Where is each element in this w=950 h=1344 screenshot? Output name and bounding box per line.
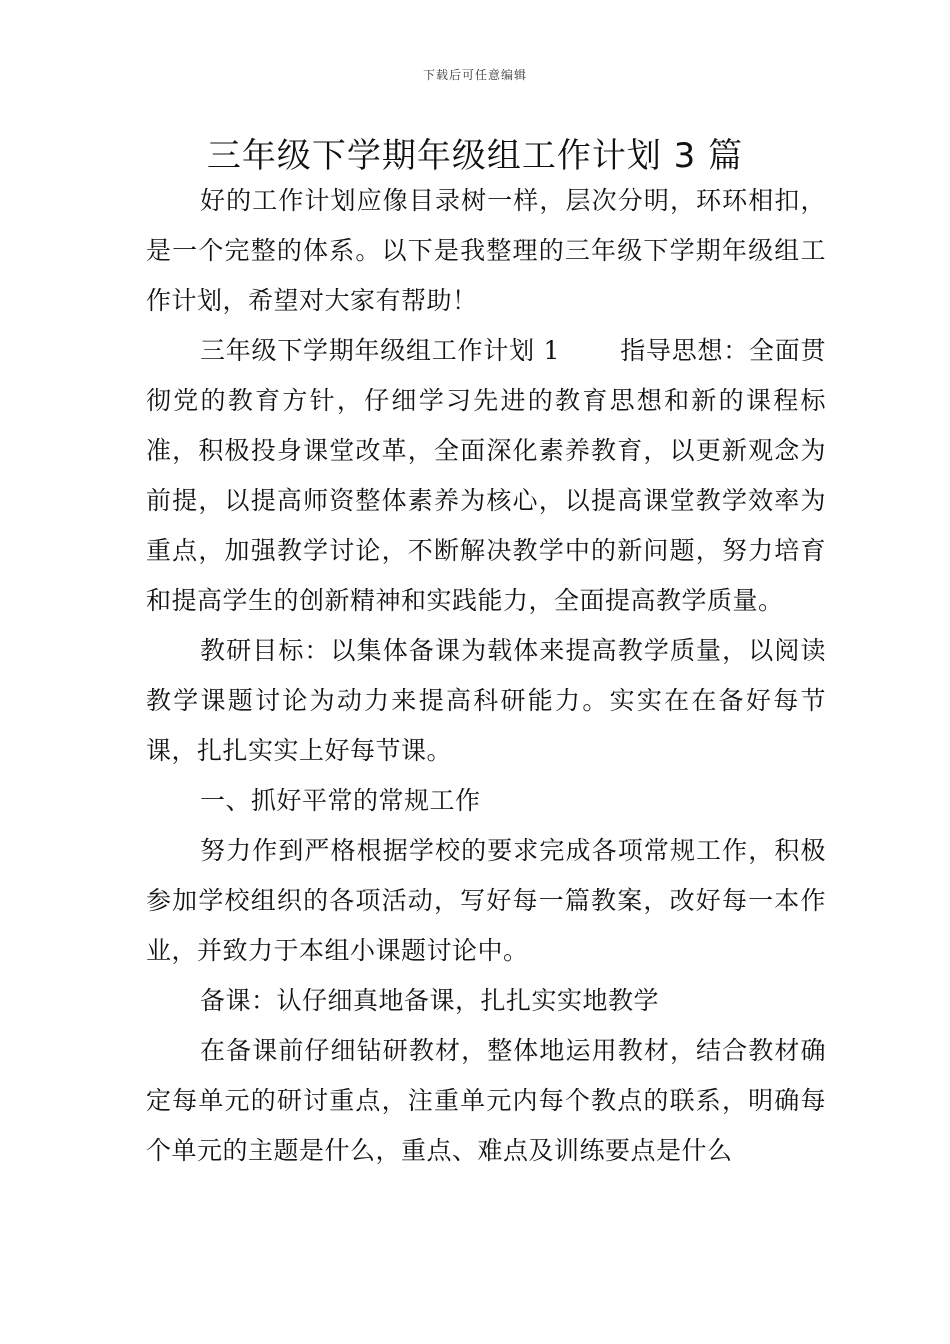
document-title: 三年级下学期年级组工作计划 3 篇 <box>206 136 744 176</box>
document-body <box>146 176 826 1176</box>
research-goal-paragraph: 教研目标：以集体备课为载体来提高教学质量，以阅读教学课题讨论为动力来提高科研能力。实实在在备好每节课，扎扎实实上好每节课。 <box>146 636 826 765</box>
lesson-prep-paragraph: 在备课前仔细钻研教材，整体地运用教材，结合教材确定每单元的研讨重点，注重单元内每个教点的联系，明确每个单元的主题是什么，重点、难点及训练要点是什么 <box>146 1036 826 1165</box>
plan1-paragraph <box>146 326 826 626</box>
header-note: 下载后可任意编辑 <box>422 68 527 82</box>
routine-paragraph: 努力作到严格根据学校的要求完成各项常规工作，积极参加学校组织的各项活动，写好每一篇教案，改好每一本作业，并致力于本组小课题讨论中。 <box>146 836 826 965</box>
plan1-heading: 三年级下学期年级组工作计划 1 <box>200 336 560 365</box>
section-heading-routine: 一、抓好平常的常规工作 <box>200 786 481 815</box>
guiding-ideology: 指导思想：全面贯彻党的教育方针，仔细学习先进的教育思想和新的课程标准，积极投身课堂改革，全面深化素养教育，以更新观念为前提，以提高师资整体素养为核心，以提高课堂教学效率为重点，加强教学讨论，不断解决教学中的新问题，努力培育和提高学生的创新精神和实践能力，全面提高教学质量。 <box>146 336 826 615</box>
lesson-prep-heading: 备课：认仔细真地备课，扎扎实实地教学 <box>200 986 660 1015</box>
intro-paragraph: 好的工作计划应像目录树一样，层次分明，环环相扣，是一个完整的体系。以下是我整理的三年级下学期年级组工作计划，希望对大家有帮助！ <box>146 186 826 315</box>
